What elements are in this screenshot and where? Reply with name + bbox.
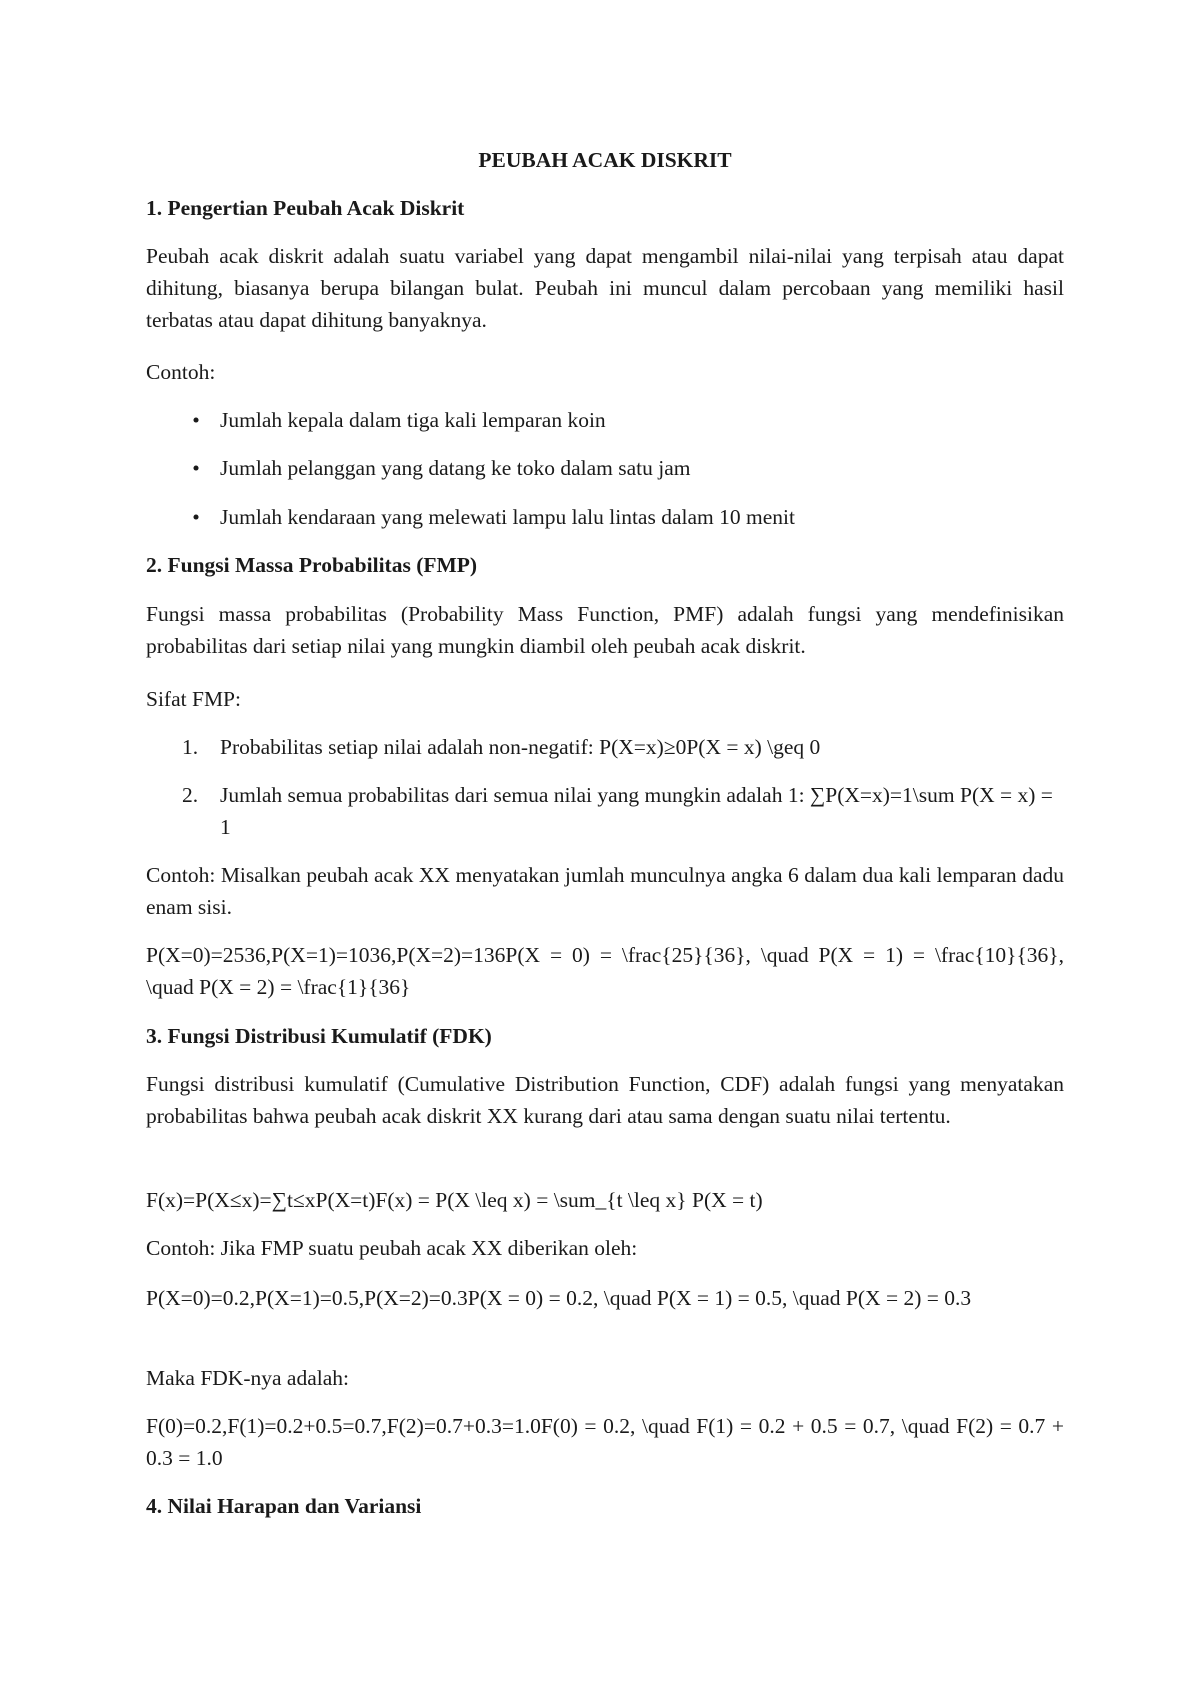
section-2-properties-label: Sifat FMP: (146, 687, 241, 711)
section-2-paragraph: Fungsi massa probabilitas (Probability Mass Function, PMF) adalah fungsi yang mendefinisikan probabilitas dari setiap nilai yang mungkin diambil oleh peubah acak diskrit. (146, 602, 1064, 658)
document-title: PEUBAH ACAK DISKRIT (478, 148, 732, 172)
list-item-text: Jumlah kendaraan yang melewati lampu lalu lintas dalam 10 menit (220, 505, 795, 529)
section-1-paragraph: Peubah acak diskrit adalah suatu variabel yang dapat mengambil nilai-nilai yang terpisah atau dapat dihitung, biasanya berupa bilangan bulat. Peubah ini muncul dalam percobaan yang memiliki hasil terbatas atau dapat dihitung banyaknya. (146, 244, 1064, 332)
list-item-text: Jumlah semua probabilitas dari semua nilai yang mungkin adalah 1: ∑P(X=x)=1\sum P(X = x) = 1 (220, 783, 1053, 839)
section-4-heading: 4. Nilai Harapan dan Variansi (146, 1494, 422, 1518)
list-item-text: Probabilitas setiap nilai adalah non-negatif: P(X=x)≥0P(X = x) \geq 0 (220, 735, 821, 759)
section-3-cdf: F(0)=0.2,F(1)=0.2+0.5=0.7,F(2)=0.7+0.3=1.0F(0) = 0.2, \quad F(1) = 0.2 + 0.5 = 0.7, \quad F(2) = 0.7 + 0.3 = 1.0 (146, 1414, 1064, 1470)
section-1-heading: 1. Pengertian Peubah Acak Diskrit (146, 196, 465, 220)
section-2-formula: P(X=0)=2536,P(X=1)=1036,P(X=2)=136P(X = 0) = \frac{25}{36}, \quad P(X = 1) = \frac{10}{36}, \quad P(X = 2) = \frac{1}{36} (146, 943, 1064, 999)
list-item-text: Jumlah kepala dalam tiga kali lemparan koin (220, 408, 606, 432)
section-2-heading: 2. Fungsi Massa Probabilitas (FMP) (146, 553, 478, 577)
list-item-text: Jumlah pelanggan yang datang ke toko dalam satu jam (220, 456, 691, 480)
list-item-number: 2. (182, 783, 199, 807)
section-2-example: Contoh: Misalkan peubah acak XX menyatakan jumlah munculnya angka 6 dalam dua kali lemparan dadu enam sisi. (146, 863, 1064, 919)
section-3-paragraph: Fungsi distribusi kumulatif (Cumulative Distribution Function, CDF) adalah fungsi yang menyatakan probabilitas bahwa peubah acak diskrit XX kurang dari atau sama dengan suatu nilai tertentu. (146, 1072, 1064, 1128)
bullet-icon: • (192, 408, 200, 432)
bullet-icon: • (192, 505, 200, 529)
section-3-heading: 3. Fungsi Distribusi Kumulatif (FDK) (146, 1024, 492, 1048)
list-item-number: 1. (182, 735, 199, 759)
section-3-then-label: Maka FDK-nya adalah: (146, 1366, 349, 1390)
bullet-icon: • (192, 456, 200, 480)
section-3-pmf: P(X=0)=0.2,P(X=1)=0.5,P(X=2)=0.3P(X = 0) = 0.2, \quad P(X = 1) = 0.5, \quad P(X = 2) = 0.3 (146, 1286, 972, 1310)
section-1-example-label: Contoh: (146, 360, 216, 384)
section-3-formula: F(x)=P(X≤x)=∑t≤xP(X=t)F(x) = P(X \leq x) = \sum_{t \leq x} P(X = t) (146, 1188, 763, 1212)
section-3-example: Contoh: Jika FMP suatu peubah acak XX diberikan oleh: (146, 1236, 638, 1260)
